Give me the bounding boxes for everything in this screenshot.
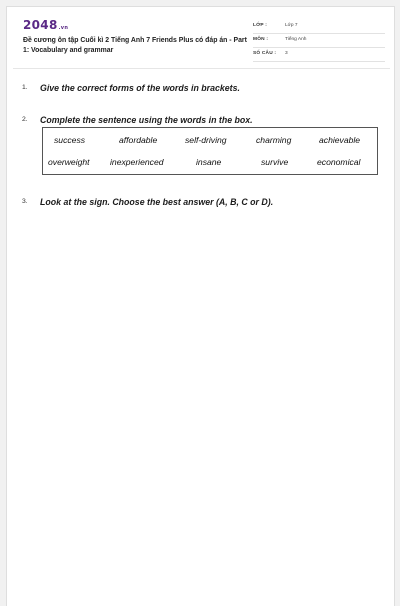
- word-box-item: achievable: [319, 135, 361, 145]
- document-meta: [253, 20, 385, 62]
- meta-count-value: 3: [285, 51, 288, 56]
- word-box: [42, 127, 378, 175]
- logo-text: 2048: [23, 18, 58, 32]
- word-box-item: affordable: [119, 135, 158, 145]
- meta-count-label: SỐ CÂU :: [253, 51, 277, 56]
- meta-class-label: LỚP :: [253, 23, 268, 28]
- logo-domain: .vn: [58, 25, 69, 31]
- question-text: Look at the sign. Choose the best answer (A, B, C or D).: [40, 197, 274, 207]
- word-box-item: charming: [256, 135, 292, 145]
- meta-count-row: [253, 48, 385, 62]
- word-box-item: inexperienced: [110, 157, 164, 167]
- question-number: 3.: [22, 198, 28, 205]
- question-number: 1.: [22, 84, 28, 91]
- word-box-item: economical: [317, 157, 361, 167]
- document-page: [6, 6, 395, 606]
- meta-class-value: Lớp 7: [285, 23, 298, 28]
- question-text: Complete the sentence using the words in the box.: [40, 115, 253, 125]
- word-box-item: success: [54, 135, 86, 145]
- site-logo[interactable]: [23, 18, 68, 32]
- question-number: 2.: [22, 116, 28, 123]
- meta-subject-row: [253, 34, 385, 48]
- word-box-item: self-driving: [185, 135, 227, 145]
- word-box-item: survive: [261, 157, 289, 167]
- word-box-item: insane: [196, 157, 222, 167]
- meta-class-row: [253, 20, 385, 34]
- document-title: Đề cương ôn tập Cuối kì 2 Tiếng Anh 7 Friends Plus có đáp án - Part 1: Vocabulary and grammar: [23, 37, 247, 54]
- word-box-item: overweight: [48, 157, 90, 167]
- meta-subject-label: MÔN :: [253, 37, 269, 42]
- meta-subject-value: Tiếng Anh: [285, 37, 307, 42]
- header-divider: [13, 68, 390, 69]
- question-text: Give the correct forms of the words in brackets.: [40, 83, 240, 93]
